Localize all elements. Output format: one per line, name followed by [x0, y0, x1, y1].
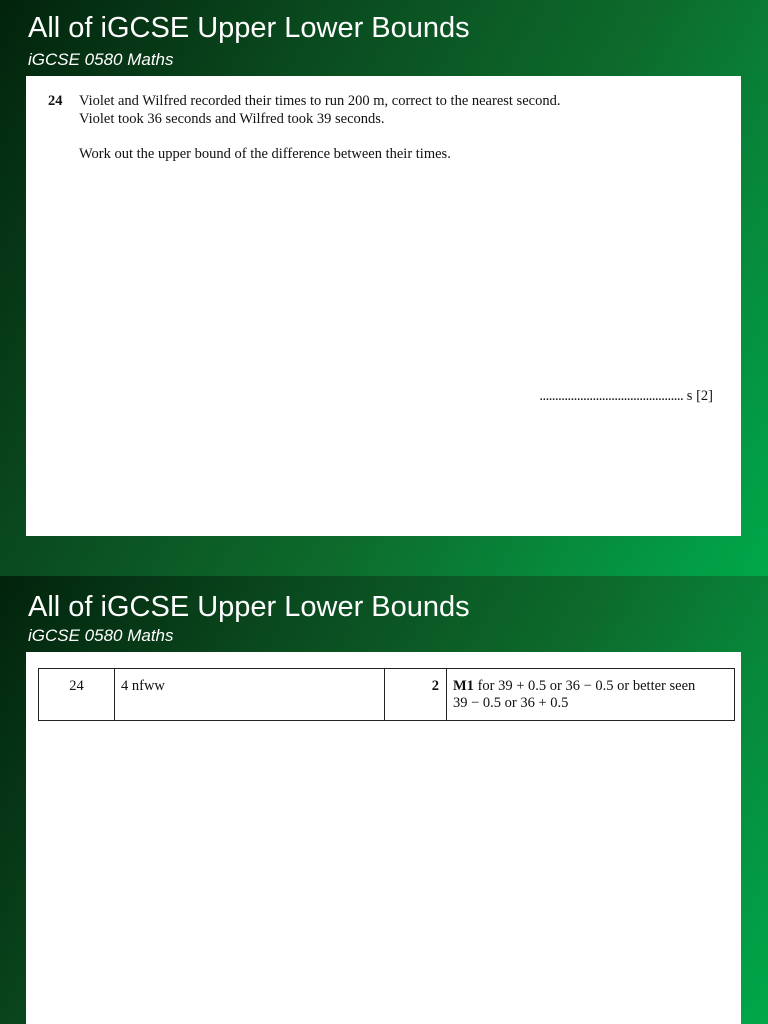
ms-partial-line-1 — [453, 678, 728, 695]
ms-partial-line-2: 39 − 0.5 or 36 + 0.5 — [453, 695, 569, 711]
question-marks: [2] — [696, 388, 713, 404]
ms-method-mark: M1 — [453, 678, 474, 694]
question-text-line-2: Violet took 36 seconds and Wilfred took 39 seconds. — [79, 111, 385, 127]
ms-answer: 4 nfww — [115, 669, 385, 721]
question-text-line-1: Violet and Wilfred recorded their times to run 200 m, correct to the nearest second. — [79, 93, 561, 109]
slide-subtitle: iGCSE 0580 Maths — [28, 50, 174, 69]
question-panel — [26, 76, 741, 536]
ms-question-number: 24 — [39, 669, 115, 721]
ms-partial-line-1-text: for 39 + 0.5 or 36 − 0.5 or better seen — [473, 678, 696, 694]
answer-unit: s — [686, 388, 693, 404]
ms-marks: 2 — [385, 669, 447, 721]
answer-dots: .............................................. — [539, 388, 684, 404]
mark-scheme-table — [38, 668, 735, 721]
ms-partial-marks — [447, 669, 735, 721]
slide-mark-scheme — [0, 576, 768, 1024]
question-text-line-3: Work out the upper bound of the difference between their times. — [79, 146, 451, 162]
slide-subtitle: iGCSE 0580 Maths — [28, 626, 174, 645]
mark-scheme-panel — [26, 652, 741, 1024]
question-number: 24 — [48, 93, 63, 109]
answer-line — [539, 388, 713, 405]
slide-title: All of iGCSE Upper Lower Bounds — [28, 12, 470, 44]
table-row — [39, 669, 735, 721]
slide-title: All of iGCSE Upper Lower Bounds — [28, 591, 470, 623]
